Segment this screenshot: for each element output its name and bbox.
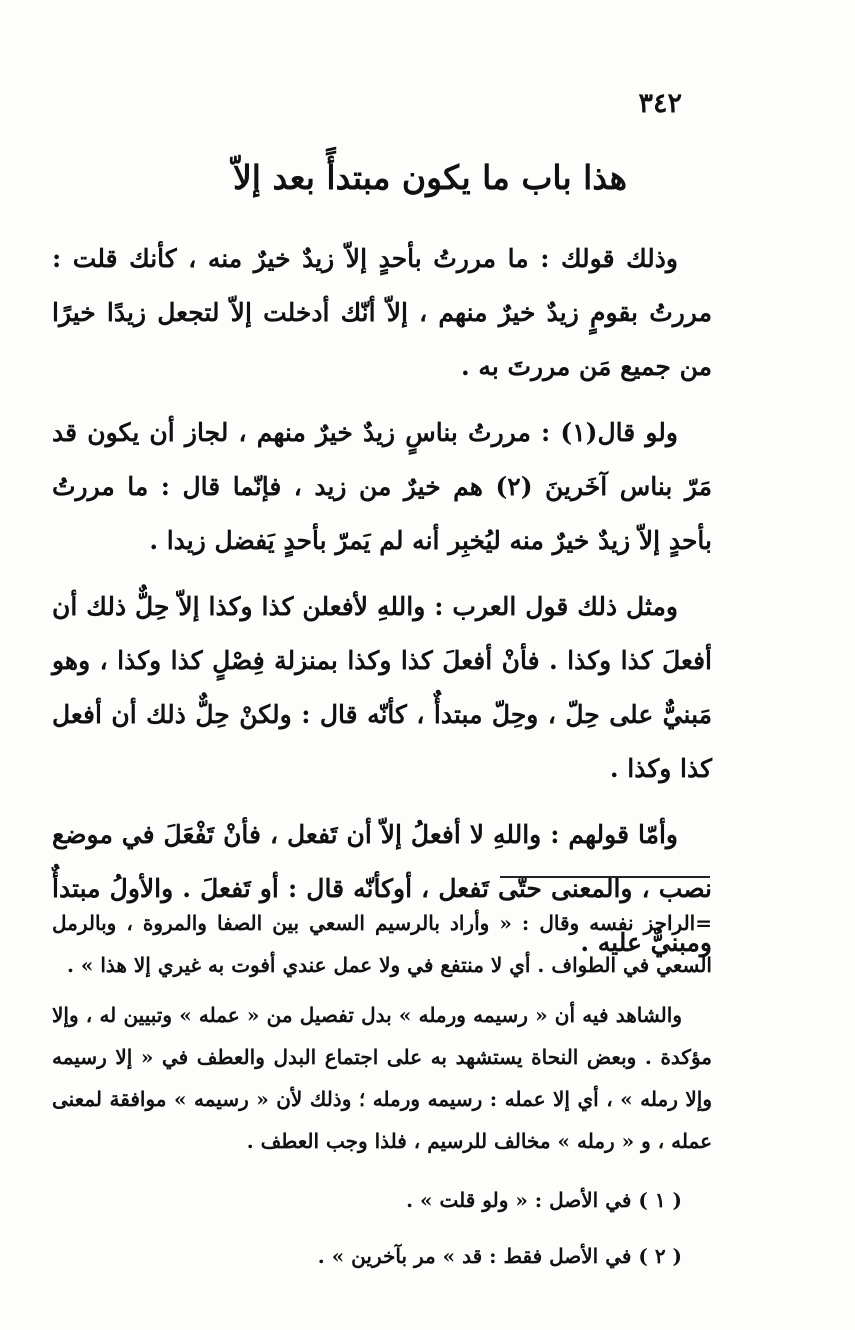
paragraph: وأمّا قولهم : واللهِ لا أفعلُ إلاّ أن تَفعل ، فأنْ تَفْعَلَ في موضع نصب ، والمعنى حتّى تَفعل ، أوكأنّه قال : أو تَفعلَ . والأولُ مبتدأٌ ومبنيٌّ عليه .	[52, 820, 712, 957]
footnote-1: ( ١ ) في الأصل : « ولو قلت » .	[406, 1188, 682, 1212]
chapter-title: هذا باب ما يكون مبتدأً بعد إلاّ	[232, 158, 628, 197]
footnote-2: ( ٢ ) في الأصل فقط : قد » مر بآخرين » .	[317, 1244, 682, 1268]
footnote-divider	[500, 876, 710, 878]
main-text	[52, 232, 712, 970]
footnote-continuation: =الراجز نفسه وقال : « وأراد بالرسيم السعي بين الصفا والمروة ، وبالرمل السعي في الطواف . أي لا منتفع في ولا عمل عندي أفوت به غيري إلا هذا » .	[52, 911, 712, 977]
page-number: ٣٤٢	[638, 88, 682, 119]
footnote-shahid: والشاهد فيه أن « رسيمه ورمله » بدل تفصيل من « عمله » وتبيين له ، وإلا مؤكدة . وبعض النحاة يستشهد به على اجتماع البدل والعطف في « إلا رسيمه وإلا رمله » ، أي إلا عمله : رسيمه ورمله ؛ وذلك لأن « رسيمه » موافقة لمعنى عمله ، و « رمله » مخالف للرسيم ، فلذا وجب العطف .	[52, 1003, 712, 1153]
paragraph: وذلك قولك : ما مررتُ بأحدٍ إلاّ زيدٌ خيرٌ منه ، كأنك قلت : مررتُ بقومٍ زيدٌ خيرٌ منهم ، إلاّ أنّك أدخلت إلاّ لتجعل زيدًا خيرًا من جميع مَن مررتَ به .	[52, 244, 712, 381]
footnotes	[52, 902, 712, 1284]
paragraph: ولو قال(١) : مررتُ بناسٍ زيدٌ خيرٌ منهم ، لجاز أن يكون قد مَرّ بناس آخَرينَ (٢) هم خيرٌ من زيد ، فإنّما قال : ما مررتُ بأحدٍ إلاّ زيدٌ خيرٌ منه ليُخبِر أنه لم يَمرّ بأحدٍ يَفضل زيدا .	[52, 418, 712, 555]
paragraph: ومثل ذلك قول العرب : واللهِ لأفعلن كذا وكذا إلاّ حِلٌّ ذلك أن أفعلَ كذا وكذا . فأنْ أفعلَ كذا وكذا بمنزلة فِصْلٍ كذا وكذا ، وهو مَبنيٌّ على حِلّ ، وحِلّ مبتدأٌ ، كأنّه قال : ولكنْ حِلٌّ ذلك أن أفعل كذا وكذا .	[52, 592, 712, 783]
